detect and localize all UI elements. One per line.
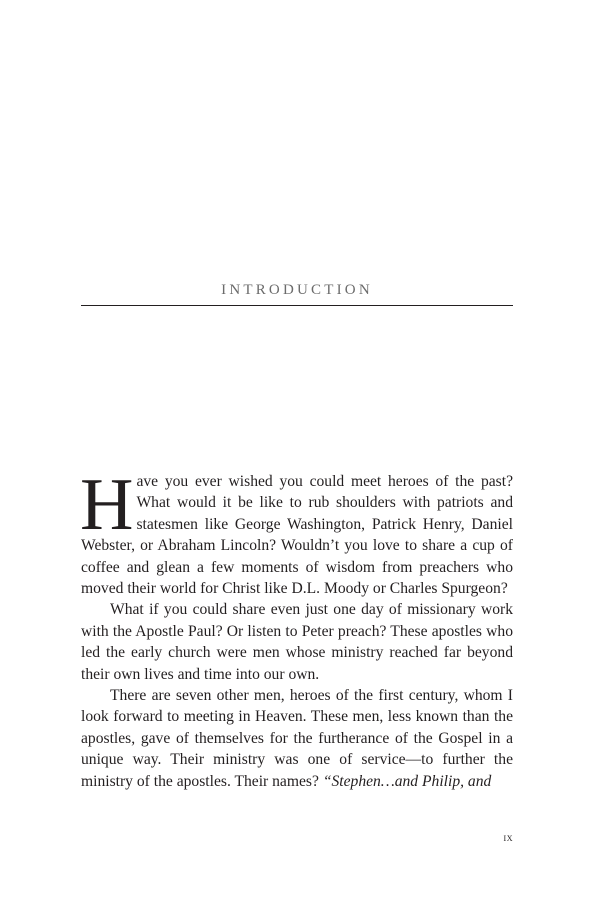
paragraph-1-text: ave you ever wished you could meet heroes of the past? What would it be like to rub shoulders with patriots and statesmen like George Washington, Patrick Henry, Daniel Webster, or Abraham Lincoln? Wouldn’t you love to share a cup of coffee and glean a few moments of wisdom from preachers who moved their world for Christ like D.L. Moody or Charles Spurgeon? [81,473,513,598]
page-number: ix [503,830,513,844]
body-text [80,464,513,792]
paragraph-3-text: There are seven other men, heroes of the first century, whom I look forward to meeting in Heaven. These men, less known than the apostles, gave of themselves for the furtherance of the Gospel in a unique way. Their ministry was one of service—to further the ministry of the apostles. Their names? [81,687,513,790]
title-rule [81,305,513,306]
scripture-quote: “Stephen…and Philip, and [322,772,492,790]
drop-cap: H [80,464,134,546]
paragraph-2: What if you could share even just one day of missionary work with the Apostle Paul? Or listen to Peter preach? These apostles who led the early church were men whose ministry reached far beyond their own lives and time into our own. [81,601,513,683]
paragraph-1 [80,464,513,599]
chapter-title: INTRODUCTION [221,282,373,298]
paragraph-3 [81,685,513,792]
